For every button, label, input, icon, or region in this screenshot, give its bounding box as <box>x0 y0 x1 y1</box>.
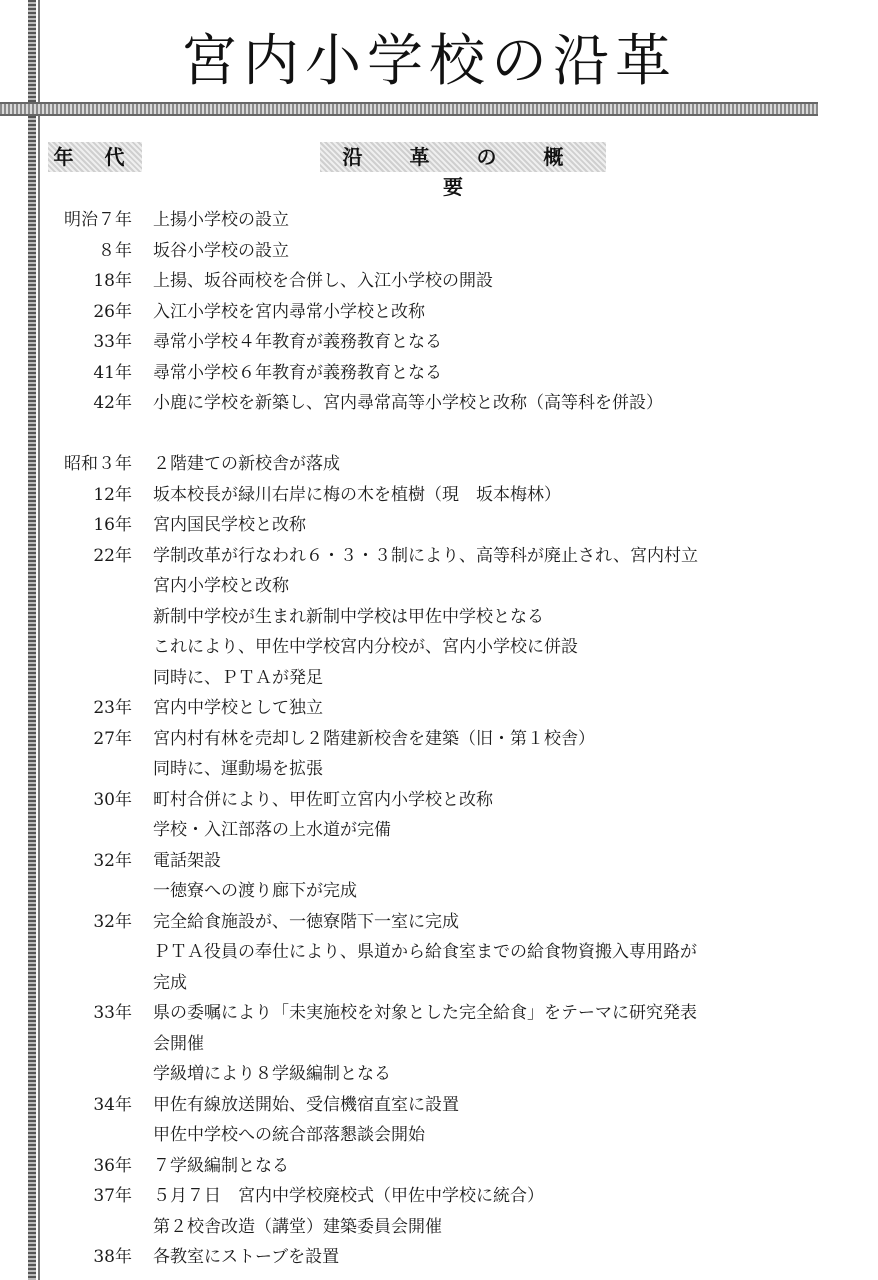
row-year: 30年 <box>93 789 132 810</box>
row-text: 坂谷小学校の設立 <box>153 240 289 261</box>
history-row <box>0 724 878 755</box>
row-year: ８年 <box>98 240 132 261</box>
history-row <box>0 205 878 236</box>
row-year: 37年 <box>93 1186 132 1206</box>
history-row <box>0 754 878 785</box>
history-row <box>0 815 878 846</box>
row-year: 32年 <box>93 911 132 932</box>
row-text: 第２校舎改造（講堂）建築委員会開催 <box>153 1216 442 1237</box>
row-year: 26年 <box>93 301 132 322</box>
row-text: 同時に、運動場を拡張 <box>153 759 323 779</box>
history-row <box>0 1120 878 1151</box>
row-year: 27年 <box>93 728 132 749</box>
row-text: ２階建ての新校舎が落成 <box>153 454 340 474</box>
history-row <box>0 1059 878 1090</box>
row-text: 宮内国民学校と改称 <box>153 515 306 535</box>
row-text: 県の委嘱により「未実施校を対象とした完全給食」をテーマに研究発表 <box>153 1003 697 1023</box>
history-row <box>0 632 878 663</box>
column-header-year: 年 代 <box>48 142 142 172</box>
row-text: ＰＴＡ役員の奉仕により、県道から給食室までの給食物資搬入専用路が <box>153 942 697 962</box>
row-text: 尋常小学校６年教育が義務教育となる <box>153 362 442 383</box>
history-row <box>0 358 878 389</box>
row-year: 36年 <box>93 1155 132 1176</box>
row-text: 宮内村有林を売却し２階建新校舎を建築（旧・第１校舎） <box>153 728 595 749</box>
row-text: 甲佐有線放送開始、受信機宿直室に設置 <box>153 1094 459 1115</box>
row-text: 同時に、ＰＴＡが発足 <box>153 667 323 688</box>
history-row <box>0 1029 878 1060</box>
row-text: 坂本校長が緑川右岸に梅の木を植樹（現 坂本梅林） <box>153 484 561 505</box>
history-row <box>0 419 878 450</box>
row-text: 甲佐中学校への統合部落懇談会開始 <box>153 1125 425 1145</box>
row-text: ７学級編制となる <box>153 1155 289 1176</box>
history-row <box>0 602 878 633</box>
row-year: 18年 <box>93 271 132 291</box>
row-text: 町村合併により、甲佐町立宮内小学校と改称 <box>153 789 493 810</box>
history-row <box>0 998 878 1029</box>
row-text: 完成 <box>153 972 187 993</box>
row-year: 23年 <box>93 698 132 718</box>
history-row <box>0 541 878 572</box>
history-row <box>0 388 878 419</box>
history-list <box>0 205 878 1273</box>
row-text: ５月７日 宮内中学校廃校式（甲佐中学校に統合） <box>153 1186 544 1206</box>
history-row <box>0 968 878 999</box>
row-text: 上揚小学校の設立 <box>153 210 289 230</box>
history-row <box>0 693 878 724</box>
history-row <box>0 1212 878 1243</box>
history-row <box>0 876 878 907</box>
row-year: 昭和３年 <box>64 454 132 474</box>
row-text: 学級増により８学級編制となる <box>153 1064 391 1084</box>
row-text: 会開催 <box>153 1033 204 1054</box>
row-year: 32年 <box>93 850 132 871</box>
history-row <box>0 510 878 541</box>
history-row <box>0 449 878 480</box>
history-row <box>0 1090 878 1121</box>
history-row <box>0 1181 878 1212</box>
page-title: 宮内小学校の沿革 <box>181 29 677 94</box>
history-row <box>0 236 878 267</box>
history-row <box>0 1242 878 1273</box>
row-year: 16年 <box>93 515 132 535</box>
history-row <box>0 266 878 297</box>
history-row <box>0 327 878 358</box>
history-row <box>0 937 878 968</box>
row-year: 33年 <box>93 1003 132 1023</box>
column-header-summary: 沿 革 の 概 要 <box>320 142 606 172</box>
row-text: 入江小学校を宮内尋常小学校と改称 <box>153 301 425 322</box>
row-year: 41年 <box>93 362 132 383</box>
row-text: 学校・入江部落の上水道が完備 <box>153 820 391 840</box>
row-text: 一徳寮への渡り廊下が完成 <box>153 881 357 901</box>
row-year: 34年 <box>93 1094 132 1115</box>
title-divider-band <box>0 102 818 116</box>
row-year: 12年 <box>93 484 132 505</box>
history-row <box>0 297 878 328</box>
row-text: 小鹿に学校を新築し、宮内尋常高等小学校と改称（高等科を併設） <box>153 393 663 413</box>
row-year: 38年 <box>93 1247 132 1267</box>
history-row <box>0 480 878 511</box>
row-year: 明治７年 <box>64 210 132 230</box>
history-row <box>0 846 878 877</box>
history-row <box>0 1151 878 1182</box>
row-text: 各教室にストーブを設置 <box>153 1247 340 1267</box>
row-year: 33年 <box>93 332 132 352</box>
row-text: 尋常小学校４年教育が義務教育となる <box>153 332 442 352</box>
row-text: 学制改革が行なわれ６・３・３制により、高等科が廃止され、宮内村立 <box>153 545 699 566</box>
row-text: 新制中学校が生まれ新制中学校は甲佐中学校となる <box>153 606 544 627</box>
history-row <box>0 663 878 694</box>
history-row <box>0 907 878 938</box>
row-text: 完全給食施設が、一徳寮階下一室に完成 <box>153 911 459 932</box>
history-row <box>0 785 878 816</box>
history-row <box>0 571 878 602</box>
row-text: 宮内中学校として独立 <box>153 698 323 718</box>
row-text: 電話架設 <box>153 850 221 871</box>
row-text: 上揚、坂谷両校を合併し、入江小学校の開設 <box>153 271 493 291</box>
row-text: 宮内小学校と改称 <box>153 576 289 596</box>
row-text: これにより、甲佐中学校宮内分校が、宮内小学校に併設 <box>153 637 578 657</box>
row-year: 42年 <box>93 393 132 413</box>
row-year: 22年 <box>93 545 132 566</box>
